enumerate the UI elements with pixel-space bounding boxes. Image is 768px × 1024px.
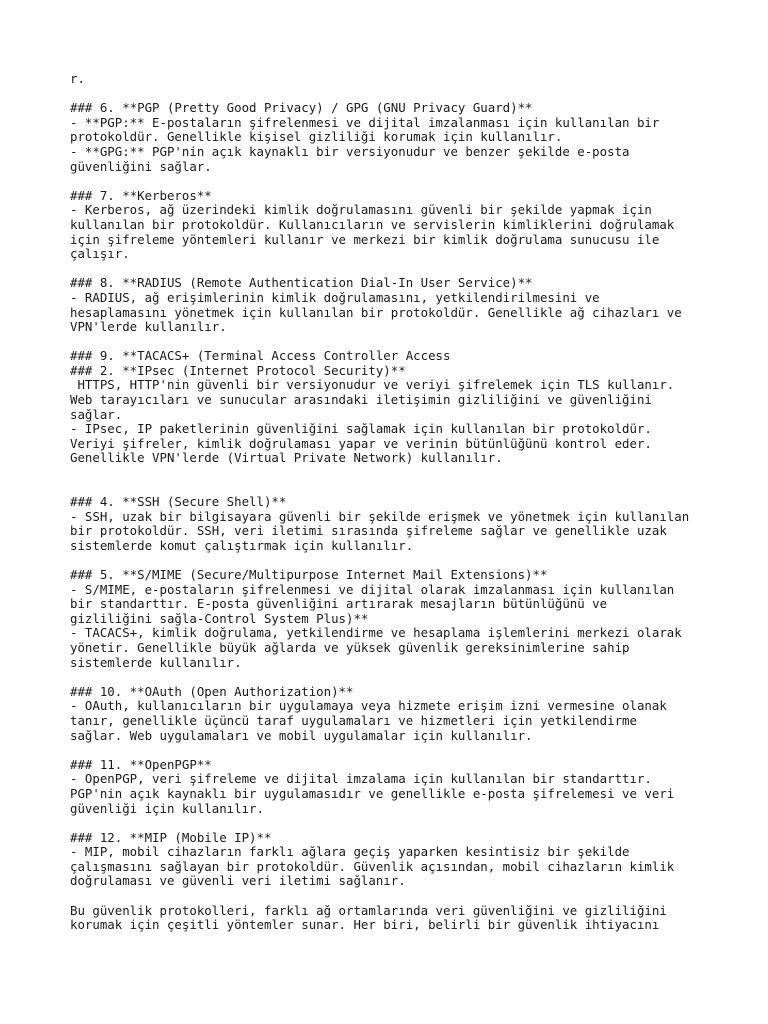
text-line: ### 4. **SSH (Secure Shell)** (70, 494, 287, 510)
text-line: ### 9. **TACACS+ (Terminal Access Controller Access (70, 348, 451, 364)
text-line: yönetir. Genellikle büyük ağlarda ve yüksek güvenlik gereksinimlerine sahip (70, 639, 630, 655)
text-line: ### 10. **OAuth (Open Authorization)** (70, 683, 354, 699)
text-line: korumak için çeşitli yöntemler sunar. Her biri, belirli bir güvenlik ihtiyacını (70, 917, 660, 933)
text-line: doğrulaması ve güvenli veri iletimi sağlanır. (70, 873, 406, 889)
text-block (70, 831, 760, 889)
text-block (70, 101, 760, 174)
text-block (70, 904, 760, 933)
text-line: Genellikle VPN'lerde (Virtual Private Network) kullanılır. (70, 450, 503, 466)
text-line: sistemlerde komut çalıştırmak için kullanılır. (70, 537, 414, 553)
text-line: Bu güvenlik protokolleri, farklı ağ ortamlarında veri güvenliğini ve gizliliğini (70, 902, 667, 918)
text-block (70, 568, 760, 670)
text-line: - S/MIME, e-postaların şifrelenmesi ve dijital olarak imzalanması için kullanılan (70, 581, 675, 597)
text-line: çalışmasını sağlayan bir protokoldür. Güvenlik açısından, mobil cihazların kimlik (70, 858, 675, 874)
text-line: tanır, genellikle üçüncü taraf uygulamaları ve hizmetleri için yetkilendirme (70, 712, 637, 728)
text-line: - **PGP:** E-postaların şifrelenmesi ve dijital imzalanması için kullanılan bir (70, 114, 660, 130)
text-line: ### 2. **IPsec (Internet Protocol Security)** (70, 362, 406, 378)
text-line: ### 6. **PGP (Pretty Good Privacy) / GPG (GNU Privacy Guard)** (70, 100, 533, 116)
text-line: - RADIUS, ağ erişimlerinin kimlik doğrulamasını, yetkilendirilmesini ve (70, 289, 600, 305)
text-line: - **GPG:** PGP'nin açık kaynaklı bir versiyonudur ve benzer şekilde e-posta (70, 143, 630, 159)
text-line: için şifreleme yöntemleri kullanır ve merkezi bir kimlik doğrulama sunucusu ile (70, 231, 660, 247)
text-line: - MIP, mobil cihazların farklı ağlara geçiş yaparken kesintisiz bir şekilde (70, 844, 630, 860)
text-line: bir standarttır. E-posta güvenliğini artırarak mesajların bütünlüğünü ve (70, 596, 608, 612)
text-block (70, 495, 760, 553)
text-line: r. (70, 71, 85, 86)
text-line: çalışır. (70, 246, 130, 262)
text-line: - Kerberos, ağ üzerindeki kimlik doğrulamasını güvenli bir şekilde yapmak için (70, 202, 652, 218)
text-line: ### 7. **Kerberos** (70, 187, 212, 203)
text-line: - OAuth, kullanıcıların bir uygulamaya veya hizmete erişim izni vermesine olanak (70, 698, 667, 714)
text-line: ### 12. **MIP (Mobile IP)** (70, 829, 272, 845)
text-line: ### 8. **RADIUS (Remote Authentication Dial-In User Service)** (70, 275, 533, 291)
text-line: ### 11. **OpenPGP** (70, 756, 212, 772)
text-line: bir protokoldür. SSH, veri iletimi sırasında şifreleme sağlar ve genellikle uzak (70, 523, 667, 539)
document-page (70, 72, 760, 947)
text-block (70, 276, 760, 334)
text-line: VPN'lerde kullanılır. (70, 319, 227, 335)
text-line: protokoldür. Genellikle kişisel gizliliği korumak için kullanılır. (70, 129, 563, 145)
text-line: - SSH, uzak bir bilgisayara güvenli bir şekilde erişmek ve yönetmek için kullanılan (70, 508, 690, 524)
text-line: PGP'nin açık kaynaklı bir uygulamasıdır ve genellikle e-posta şifrelemesi ve veri (70, 785, 675, 801)
text-block (70, 685, 760, 743)
text-block (70, 349, 760, 466)
text-block (70, 189, 760, 262)
text-line: HTTPS, HTTP'nin güvenli bir versiyonudur ve veriyi şifrelemek için TLS kullanır. (70, 377, 675, 393)
text-line: ### 5. **S/MIME (Secure/Multipurpose Internet Mail Extensions)** (70, 567, 548, 582)
text-line: - OpenPGP, veri şifreleme ve dijital imzalama için kullanılan bir standarttır. (70, 771, 652, 787)
text-line: güvenliğini sağlar. (70, 158, 212, 174)
text-line: güvenliği için kullanılır. (70, 800, 264, 816)
text-line: sağlar. (70, 406, 123, 422)
text-line: hesaplamasını yönetmek için kullanılan bir protokoldür. Genellikle ağ cihazları ve (70, 304, 682, 320)
text-line: kullanılan bir protokoldür. Kullanıcıların ve servislerin kimliklerini doğrulamak (70, 216, 675, 232)
text-line: Web tarayıcıları ve sunucular arasındaki iletişimin gizliliğini ve güvenliğini (70, 392, 652, 408)
text-line: - TACACS+, kimlik doğrulama, yetkilendirme ve hesaplama işlemlerini merkezi olarak (70, 625, 682, 641)
text-line: sağlar. Web uygulamaları ve mobil uygulamalar için kullanılır. (70, 727, 533, 743)
text-line: sistemlerde kullanılır. (70, 654, 242, 670)
text-block (70, 758, 760, 816)
text-line: Veriyi şifreler, kimlik doğrulaması yapar ve verinin bütünlüğünü kontrol eder. (70, 435, 652, 451)
text-block (70, 72, 760, 87)
text-line: - IPsec, IP paketlerinin güvenliğini sağlamak için kullanılan bir protokoldür. (70, 421, 652, 437)
text-line: gizliliğini sağla-Control System Plus)** (70, 610, 369, 626)
